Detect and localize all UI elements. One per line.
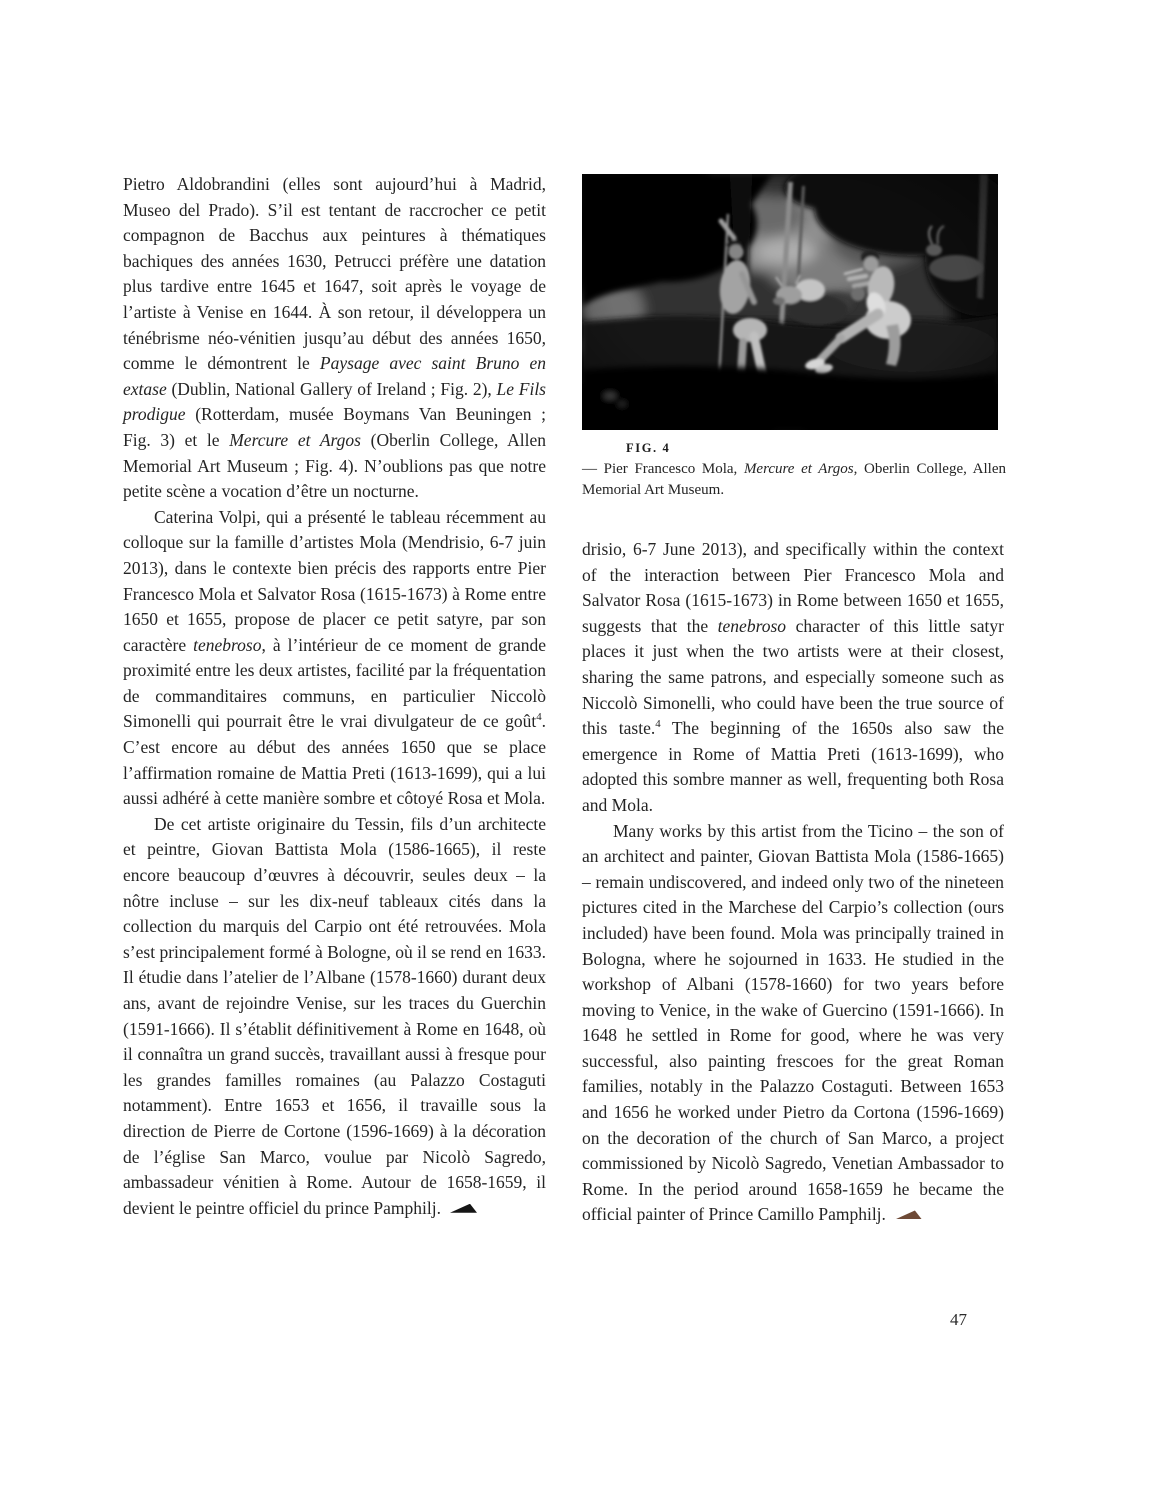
figure-caption — [582, 459, 1006, 500]
text-run: tenebroso — [717, 615, 787, 636]
painting-illustration — [582, 174, 998, 430]
footnote-reference: 4 — [536, 711, 542, 724]
text-run: Mercure et Argos — [229, 429, 361, 450]
paragraph — [123, 812, 546, 1222]
text-run: De cet artiste originaire du Tessin, fils d’un architecte et peintre, Giovan Battista Mola (1586-1665), il reste encore beaucoup d’œuvres à découvrir, seules deux – la nôtre incluse – sur les dix-neuf tableaux cités dans la collection du marquis del Carpio ont été retrouvées. Mola s’est principalement formé à Bologne, où il se rend en 1633. Il étudie dans l’atelier de l’Albane (1578-1660) durant deux ans, avant de rejoindre Venise, sur les traces du Guerchin (1591-1666). Il s’établit définitivement à Rome en 1648, où il connaîtra un grand succès, travaillant aussi à fresque pour les grandes familles romaines (au Palazzo Costaguti notamment). Entre 1653 et 1656, il travaille sous la direction de Pierre de Cortone (1596-1669) à la décoration de l’église San Marco, voulue par Nicolò Sagredo, ambassadeur vénitien à Rome. Autour de 1658-1659, il devient le peintre officiel du prince Pamphilj. — [123, 813, 546, 1218]
paragraph — [123, 172, 546, 505]
text-run: drisio, 6-7 June 2013), and specifically within the context of the interaction between Pier Francesco Mola and Salvator Rosa (1615-1673) in Rome between 1650 et 1655, suggests that the — [582, 539, 1004, 636]
text-run: Mercure et Argos — [743, 461, 854, 477]
figure-label: FIG. 4 — [626, 441, 671, 455]
figure-painting-mercure-et-argos — [582, 174, 998, 430]
left-column — [123, 172, 546, 1221]
text-run: (Rotterdam, musée Boymans Van Beuningen ; Fig. 3) et le — [123, 404, 546, 450]
text-run: Caterina Volpi, qui a présenté le tableau récemment au colloque sur la famille d’artistes Mola (Mendrisio, 6-7 juin 2013), dans le contexte bien précis des rapports entre Pier Francesco Mola et Salvator Rosa (1615-1673) à Rome entre 1650 et 1655, propose de placer ce petit satyre, par son caractère — [123, 506, 546, 655]
text-run: Le Fils prodigue — [123, 378, 546, 425]
text-run: Paysage avec saint Bruno en extase — [123, 353, 547, 399]
text-run: The beginning of the 1650s also saw the emergence in Rome of Mattia Preti (1613-1699), who adopted this sombre manner as well, frequenting both Rosa and Mola. — [582, 718, 1004, 815]
page-number: 47 — [950, 1310, 967, 1329]
text-run: (Dublin, National Gallery of Ireland ; Fig. 2), — [166, 378, 497, 399]
text-run: tenebroso — [193, 634, 262, 655]
paragraph — [582, 537, 1004, 819]
text-run: , à l’intérieur de ce moment de grande proximité entre les deux artistes, facilité par la fréquentation de commanditaires communs, en particulier Niccolò Simonelli qui pourrait être le vrai divulgateur de ce goût — [123, 634, 546, 732]
text-run: character of this little satyr places it just when the two artists were at their closest, sharing the same patrons, and especially someone such as Niccolò Simonelli, who could have been the true source of this taste. — [582, 615, 1004, 739]
text-run: — Pier Francesco Mola, — [582, 461, 744, 477]
footnote-reference: 4 — [655, 718, 661, 731]
paragraph — [582, 819, 1004, 1229]
paragraph — [123, 505, 546, 812]
text-run: Pietro Aldobrandini (elles sont aujourd’hui à Madrid, Museo del Prado). S’il est tentant de raccrocher ce petit compagnon de Bacchus aux peintures à thématiques bachiques des années 1630, Petrucci préfère une datation plus tardive entre 1645 et 1647, soit après le voyage de l’artiste à Venise en 1644. À son retour, il développera un ténébrisme néo-vénitien jusqu’au début des années 1650, comme le démontrent le — [123, 174, 546, 374]
text-run: Many works by this artist from the Ticino – the son of an architect and painter, Giovan Battista Mola (1586-1665) – remain undiscovered, and indeed only two of the nineteen pictures cited in the Marchese del Carpio’s collection (ours included) have been found. Mola was principally trained in Bologna, where he sojourned in 1633. He studied in the workshop of Albani (1578-1660) for two years before moving to Venice, in the wake of Guercino (1591-1666). In 1648 he settled in Rome for good, where he was very successful, also painting frescoes for the great Roman families, notably in the Palazzo Costaguti. Between 1653 and 1656 he worked under Pietro da Cortona (1596-1669) on the decoration of the church of San Marco, a project commissioned by Nicolò Sagredo, Venetian Ambassador to Rome. In the period around 1658-1659 he became the official painter of Prince Camillo Pamphilj. — [582, 820, 1004, 1225]
right-column — [582, 537, 1004, 1228]
text-run: (Oberlin College, Allen Memorial Art Museum ; Fig. 4). N’oublions pas que notre petite scène a vocation d’être un nocturne. — [123, 429, 546, 502]
text-run: , Oberlin College, Allen Memorial Art Museum. — [582, 461, 1006, 498]
end-of-text-marker — [895, 1210, 922, 1219]
text-run: . C’est encore au début des années 1650 que se place l’affirmation romaine de Mattia Preti (1613-1699), qui a lui aussi adhéré à cette manière sombre et côtoyé Rosa et Mola. — [123, 711, 546, 809]
end-of-text-marker — [450, 1204, 477, 1213]
